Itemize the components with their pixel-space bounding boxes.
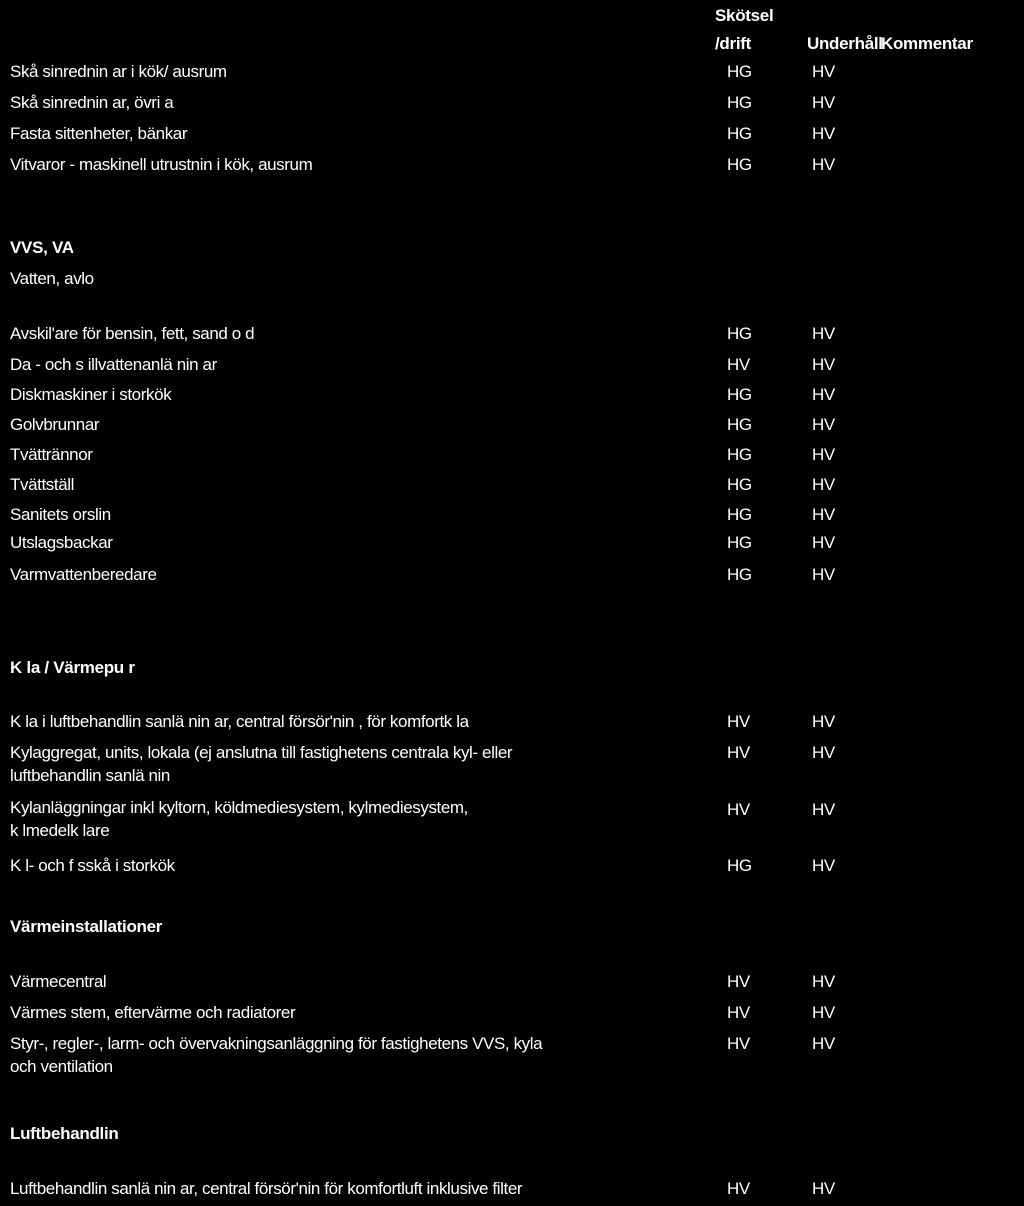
underhall-value: HV [812, 324, 835, 343]
row-label: Tvättrännor [10, 445, 93, 464]
row-label: Värmes stem, eftervärme och radiatorer [10, 1003, 296, 1022]
underhall-value: HV [812, 355, 835, 374]
row-label-line2: och ventilation [10, 1057, 113, 1076]
row-label: Värmecentral [10, 972, 107, 991]
row-label: Sanitets orslin [10, 505, 111, 524]
row-label-line1: Kylaggregat, units, lokala (ej anslutna till fastighetens centrala kyl- eller [10, 743, 513, 762]
row-label: Diskmaskiner i storkök [10, 385, 172, 404]
skotsel-value: HV [727, 355, 750, 374]
skotsel-value: HG [727, 155, 752, 174]
section-title-varme: Värmeinstallationer [10, 917, 163, 936]
column-header-kommentar: Kommentar [881, 34, 973, 53]
underhall-value: HV [812, 743, 835, 762]
row-label: Avskil'are för bensin, fett, sand o d [10, 324, 255, 343]
section-title-luft: Luftbehandlin [10, 1124, 119, 1143]
row-label: Vitvaror - maskinell utrustnin i kök, ausrum [10, 155, 313, 174]
skotsel-value: HV [727, 972, 750, 991]
skotsel-value: HV [727, 1179, 750, 1198]
row-label: Golvbrunnar [10, 415, 100, 434]
underhall-value: HV [812, 124, 835, 143]
skotsel-value: HV [727, 743, 750, 762]
underhall-value: HV [812, 1003, 835, 1022]
section-title-kyla: K la / Värmepu r [10, 658, 135, 677]
skotsel-value: HG [727, 505, 752, 524]
underhall-value: HV [812, 415, 835, 434]
row-label-line2: luftbehandlin sanlä nin [10, 766, 170, 785]
skotsel-value: HG [727, 415, 752, 434]
underhall-value: HV [812, 155, 835, 174]
skotsel-value: HG [727, 385, 752, 404]
row-label: Fasta sittenheter, bänkar [10, 124, 188, 143]
skotsel-value: HV [727, 1003, 750, 1022]
underhall-value: HV [812, 856, 835, 875]
skotsel-value: HG [727, 565, 752, 584]
skotsel-value: HG [727, 324, 752, 343]
underhall-value: HV [812, 505, 835, 524]
skotsel-value: HV [727, 712, 750, 731]
skotsel-value: HG [727, 533, 752, 552]
row-label: Skå sinrednin ar i kök/ ausrum [10, 62, 227, 81]
row-label: Da - och s illvattenanlä nin ar [10, 355, 217, 374]
underhall-value: HV [812, 533, 835, 552]
row-label [10, 796, 468, 842]
section-title-vvs: VVS, VA [10, 238, 74, 257]
row-label: K l- och f sskå i storkök [10, 856, 175, 875]
underhall-value: HV [812, 93, 835, 112]
row-label: Tvättställ [10, 475, 75, 494]
row-label-line1: Styr-, regler-, larm- och övervakningsanläggning för fastighetens VVS, kyla [10, 1034, 543, 1053]
column-header-skotsel: Skötsel [715, 6, 774, 25]
row-label-line1: Kylanläggningar inkl kyltorn, köldmediesystem, kylmediesystem, [10, 798, 469, 817]
row-label: Skå sinrednin ar, övri a [10, 93, 174, 112]
skotsel-value: HV [727, 1034, 750, 1053]
column-header-drift: /drift [715, 34, 751, 53]
row-label [10, 741, 512, 787]
underhall-value: HV [812, 800, 835, 819]
skotsel-value: HG [727, 124, 752, 143]
skotsel-value: HG [727, 475, 752, 494]
underhall-value: HV [812, 1034, 835, 1053]
row-label: K la i luftbehandlin sanlä nin ar, central försör'nin , för komfortk la [10, 712, 469, 731]
skotsel-value: HV [727, 800, 750, 819]
row-label-clipped: Utslagsbackar [10, 533, 113, 552]
skotsel-value: HG [727, 93, 752, 112]
underhall-value: HV [812, 712, 835, 731]
column-header-underhall: Underhåll [807, 34, 883, 53]
underhall-value: HV [812, 385, 835, 404]
row-label-line2: k lmedelk lare [10, 821, 110, 840]
row-label [10, 1032, 542, 1078]
underhall-value: HV [812, 565, 835, 584]
underhall-value: HV [812, 475, 835, 494]
underhall-value: HV [812, 62, 835, 81]
row-label: Varmvattenberedare [10, 565, 157, 584]
underhall-value: HV [812, 445, 835, 464]
skotsel-value: HG [727, 445, 752, 464]
row-label: Luftbehandlin sanlä nin ar, central försör'nin för komfortluft inklusive filter [10, 1179, 523, 1198]
underhall-value: HV [812, 972, 835, 991]
underhall-value: HV [812, 1179, 835, 1198]
skotsel-value: HG [727, 856, 752, 875]
section-subtitle-vatten: Vatten, avlo [10, 269, 94, 288]
skotsel-value: HG [727, 62, 752, 81]
